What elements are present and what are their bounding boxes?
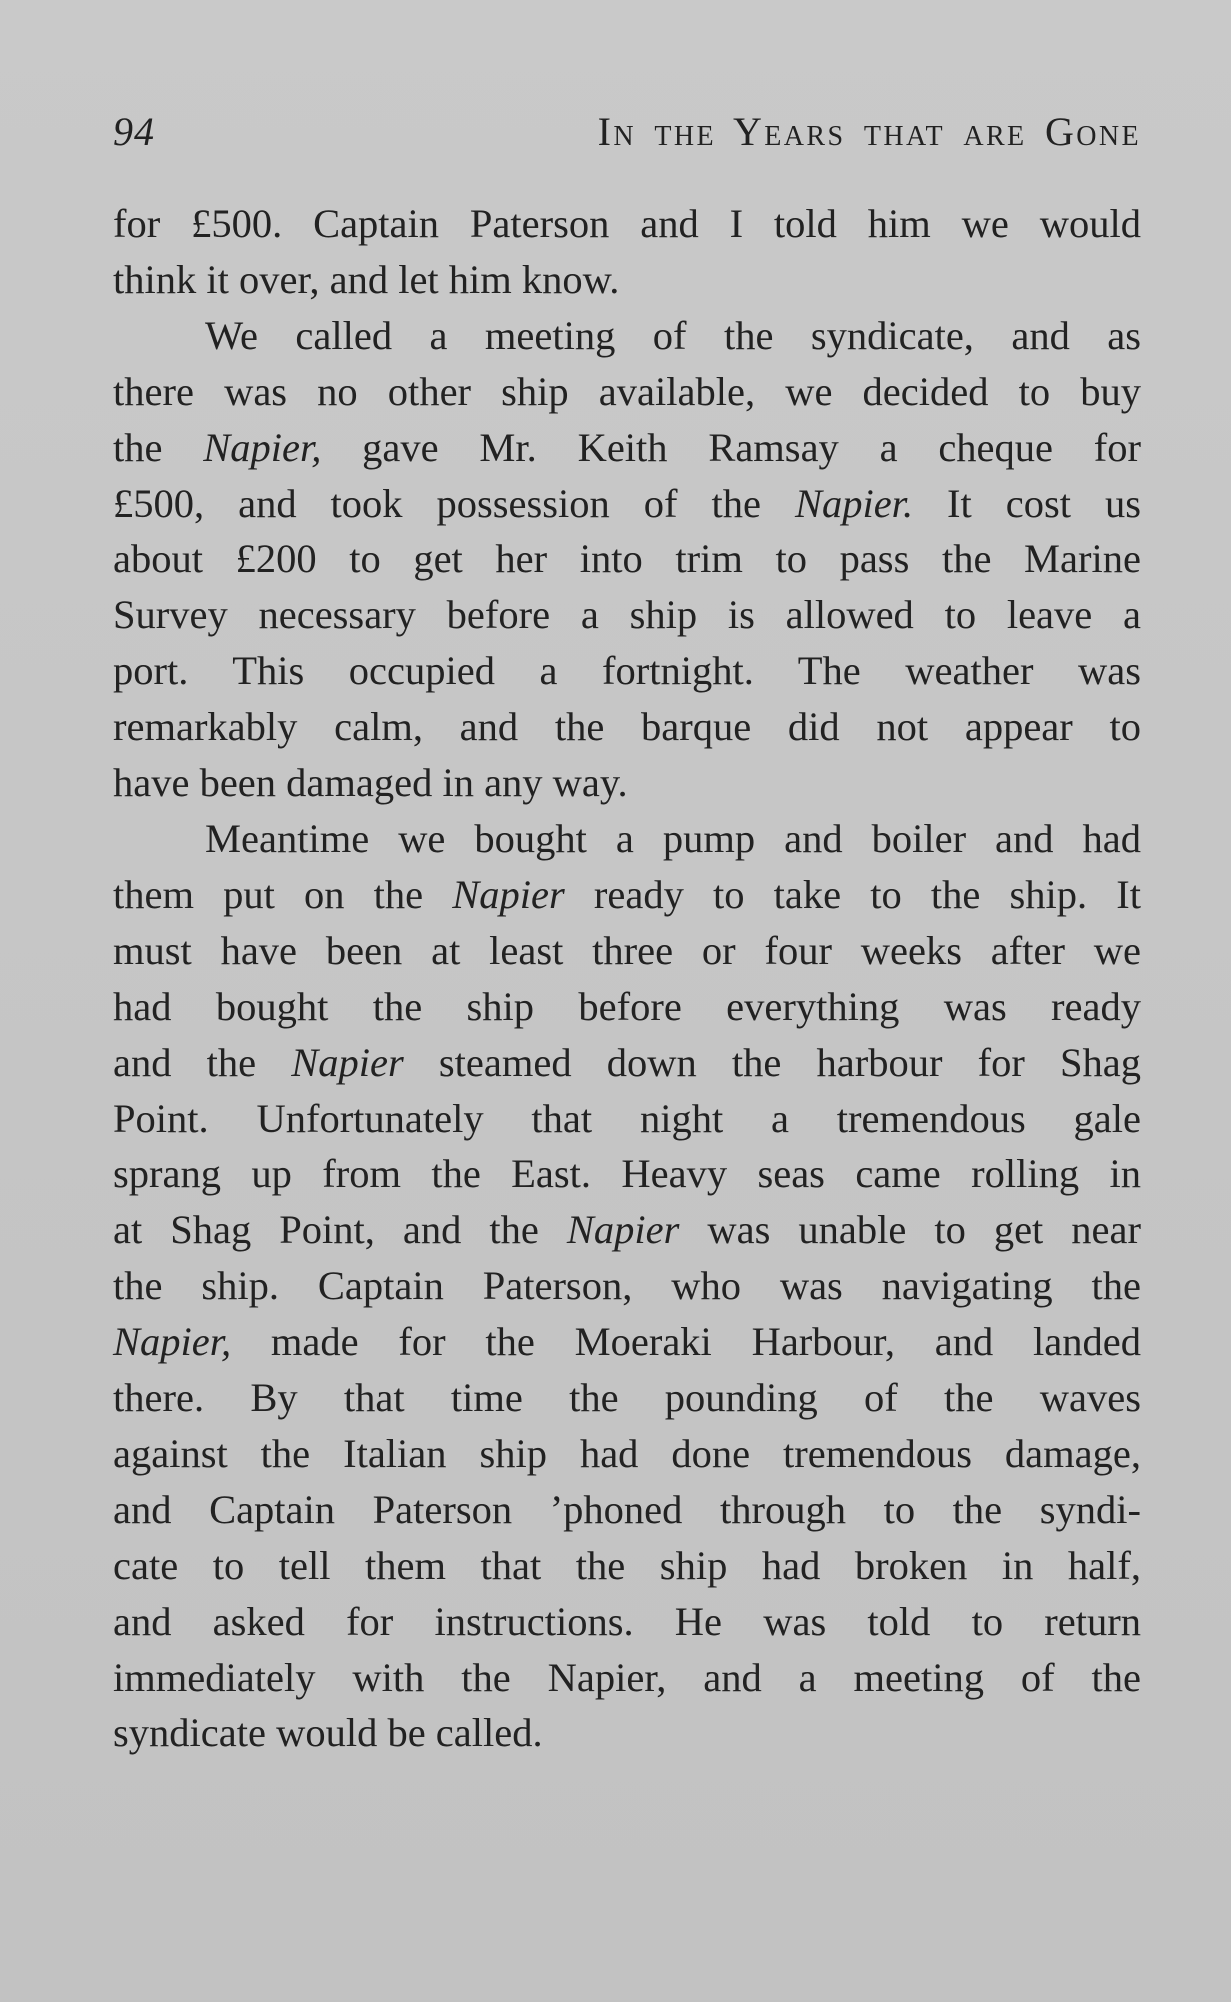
page-number: 94	[113, 109, 155, 154]
text-line: and asked for instructions. He was told to return	[113, 1598, 1141, 1644]
text-line: cate to tell them that the ship had broken in half,	[113, 1542, 1141, 1588]
text-line: port. This occupied a fortnight. The weather was	[113, 648, 1141, 694]
text-line: Point. Unfortunately that night a tremendous gale	[113, 1095, 1141, 1141]
text-line: the Napier, gave Mr. Keith Ramsay a cheque for	[113, 424, 1141, 470]
ship-name: Napier	[452, 871, 565, 917]
running-title: In the Years that are Gone	[597, 109, 1141, 154]
text-line: must have been at least three or four weeks after we	[113, 927, 1141, 973]
paragraph-start-line: Meantime we bought a pump and boiler and had	[205, 815, 1141, 861]
text-line: about £200 to get her into trim to pass the Marine	[113, 536, 1141, 582]
text-line: sprang up from the East. Heavy seas came rolling in	[113, 1151, 1141, 1197]
text-line: against the Italian ship had done tremendous damage,	[113, 1430, 1141, 1476]
text-line: there was no other ship available, we decided to buy	[113, 368, 1141, 414]
ship-name: Napier,	[113, 1319, 232, 1365]
text-line: and Captain Paterson ’phoned through to the syndi-	[113, 1486, 1141, 1532]
text-line: have been damaged in any way.	[113, 760, 628, 806]
ship-name: Napier,	[203, 424, 322, 470]
text-line: at Shag Point, and the Napier was unable to get near	[113, 1207, 1141, 1253]
paragraph-start-line: We called a meeting of the syndicate, and as	[205, 312, 1141, 358]
text-line: the ship. Captain Paterson, who was navigating the	[113, 1263, 1141, 1309]
text-line: for £500. Captain Paterson and I told him we would	[113, 201, 1141, 246]
ship-name: Napier.	[794, 480, 914, 526]
text-line: think it over, and let him know.	[113, 256, 620, 302]
text-line: had bought the ship before everything was ready	[113, 983, 1141, 1029]
running-head	[113, 108, 1141, 158]
text-line: remarkably calm, and the barque did not appear to	[113, 704, 1141, 750]
text-line: them put on the Napier ready to take to the ship. It	[113, 871, 1141, 917]
ship-name: Napier	[291, 1039, 404, 1085]
text-line: Napier, made for the Moeraki Harbour, and landed	[113, 1319, 1141, 1365]
text-line: Survey necessary before a ship is allowed to leave a	[113, 592, 1141, 638]
ship-name: Napier	[566, 1207, 680, 1253]
body-text	[113, 196, 1141, 1761]
text-line: immediately with the Napier, and a meeting of the	[113, 1654, 1141, 1700]
text-line: syndicate would be called.	[113, 1710, 543, 1756]
text-line: £500, and took possession of the Napier. It cost us	[113, 480, 1141, 526]
text-line: and the Napier steamed down the harbour for Shag	[113, 1039, 1141, 1085]
text-line: there. By that time the pounding of the waves	[113, 1375, 1141, 1421]
